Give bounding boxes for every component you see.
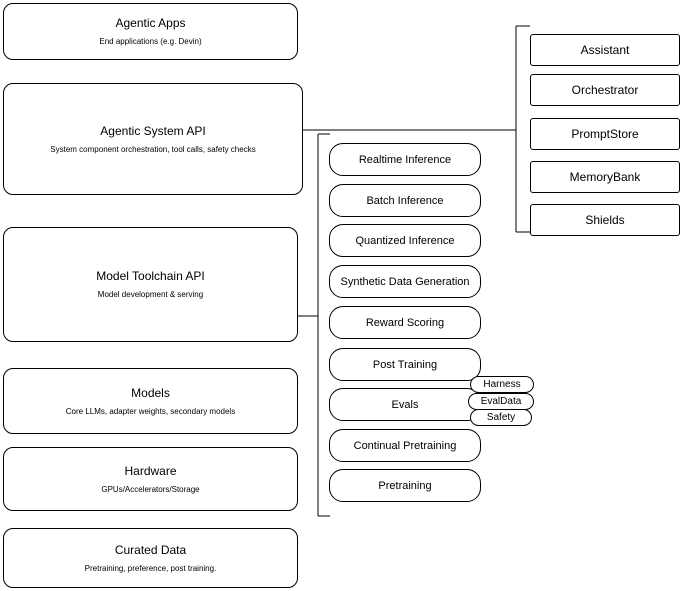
evals-subcomponent[interactable]: EvalData — [468, 393, 534, 410]
stack-layer[interactable] — [3, 447, 298, 511]
evals-subcomponent[interactable]: Harness — [470, 376, 534, 393]
agentic-component[interactable]: Orchestrator — [530, 74, 680, 106]
agentic-component[interactable]: Shields — [530, 204, 680, 236]
stack-layer-title: Hardware — [124, 463, 177, 478]
stack-layer[interactable] — [3, 83, 303, 195]
stack-layer-title: Curated Data — [114, 542, 187, 557]
stack-layer-subtitle: Model development & serving — [97, 290, 204, 299]
toolchain-capability[interactable]: Batch Inference — [329, 184, 481, 217]
stack-layer-subtitle: Core LLMs, adapter weights, secondary models — [65, 406, 236, 416]
stack-layer[interactable] — [3, 227, 298, 342]
stack-layer[interactable] — [3, 528, 298, 588]
stack-layer-title: Agentic System API — [100, 123, 206, 138]
agentic-component[interactable]: MemoryBank — [530, 161, 680, 193]
stack-layer-title: Model Toolchain API — [96, 269, 205, 283]
toolchain-capability[interactable]: Post Training — [329, 348, 481, 381]
toolchain-capability[interactable]: Continual Pretraining — [329, 429, 481, 462]
agentic-component[interactable]: PromptStore — [530, 118, 680, 150]
toolchain-capability[interactable]: Reward Scoring — [329, 306, 481, 339]
stack-layer-subtitle: Pretraining, preference, post training. — [84, 563, 217, 573]
stack-layer-title: Agentic Apps — [115, 16, 186, 30]
toolchain-capability[interactable]: Synthetic Data Generation — [329, 265, 481, 298]
toolchain-capability[interactable]: Evals — [329, 388, 481, 421]
toolchain-capability[interactable]: Realtime Inference — [329, 143, 481, 176]
stack-layer-subtitle: End applications (e.g. Devin) — [99, 37, 202, 46]
stack-layer[interactable] — [3, 368, 298, 434]
evals-subcomponent[interactable]: Safety — [470, 409, 532, 426]
toolchain-capability[interactable]: Quantized Inference — [329, 224, 481, 257]
stack-layer-title: Models — [131, 385, 170, 400]
stack-layer-subtitle: System component orchestration, tool calls, safety checks — [50, 144, 256, 154]
toolchain-capability[interactable]: Pretraining — [329, 469, 481, 502]
stack-layer[interactable] — [3, 3, 298, 60]
agentic-component[interactable]: Assistant — [530, 34, 680, 66]
stack-layer-subtitle: GPUs/Accelerators/Storage — [101, 484, 200, 494]
